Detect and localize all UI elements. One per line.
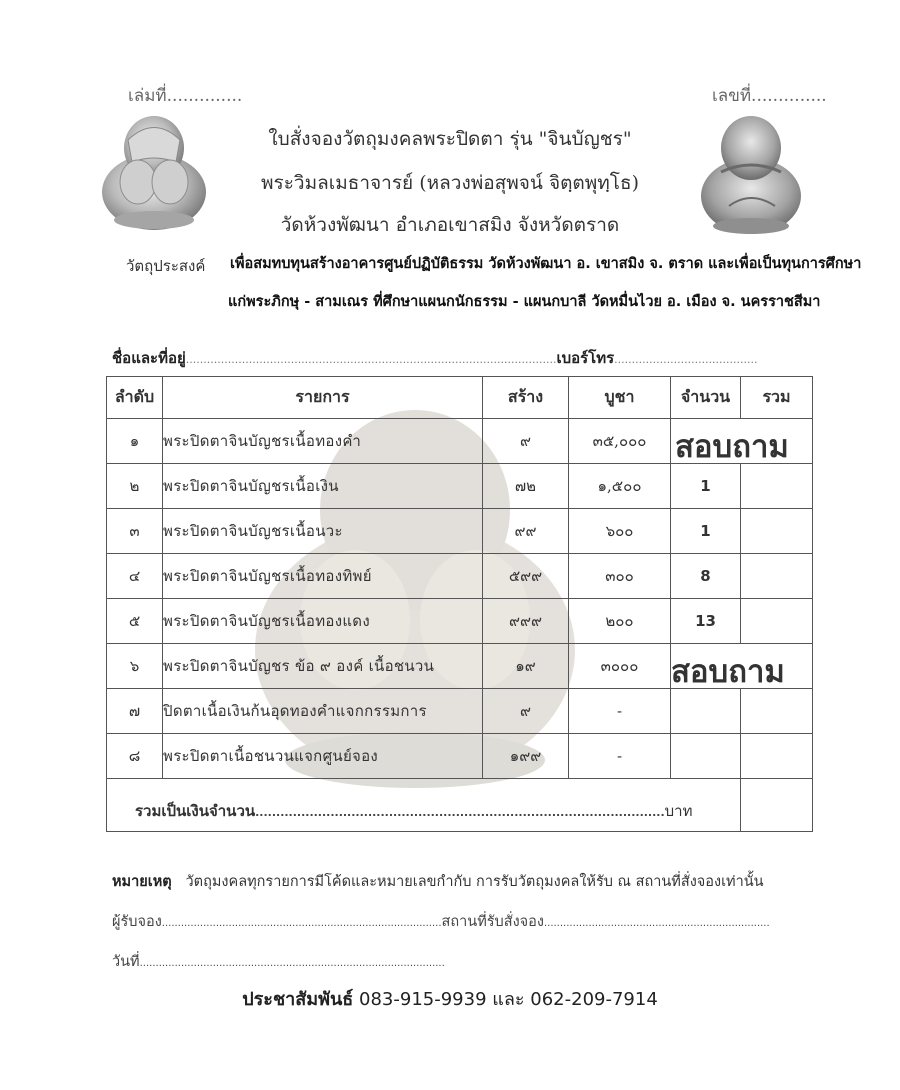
row-no: ๕ — [107, 599, 163, 644]
row-total[interactable] — [741, 509, 813, 554]
table-row — [107, 554, 813, 599]
row-made: ๙ — [483, 419, 569, 464]
row-price: ๒๐๐ — [569, 599, 671, 644]
order-table — [106, 376, 813, 832]
header-made: สร้าง — [483, 377, 569, 419]
title-line-3: วัดห้วงพัฒนา อำเภอเขาสมิง จังหวัดตราด — [280, 214, 620, 236]
row-qty: สอบถาม — [675, 429, 789, 465]
row-qty[interactable]: 8 — [671, 554, 741, 599]
receiver-label: ผู้รับจอง — [112, 914, 162, 930]
sum-row — [107, 779, 813, 832]
header-price: บูชา — [569, 377, 671, 419]
row-made: ๙ — [483, 689, 569, 734]
remark-row — [112, 870, 764, 893]
row-total[interactable] — [741, 599, 813, 644]
row-item: พระปิดตาจินบัญชรเนื้อเงิน — [163, 464, 483, 509]
contact-label: ประชาสัมพันธ์ — [242, 989, 354, 1010]
phone-label: เบอร์โทร — [556, 349, 615, 367]
row-price: ๓๐๐๐ — [569, 644, 671, 689]
row-made: ๗๒ — [483, 464, 569, 509]
row-qty[interactable]: 1 — [671, 464, 741, 509]
row-item: พระปิดตาจินบัญชรเนื้อทองทิพย์ — [163, 554, 483, 599]
name-address-label: ชื่อและที่อยู่ — [112, 349, 186, 367]
date-label: วันที่ — [112, 954, 140, 970]
header-item: รายการ — [163, 377, 483, 419]
row-price: ๓๕,๐๐๐ — [569, 419, 671, 464]
remark-text: วัตถุมงคลทุกรายการมีโค้ดและหมายเลขกำกับ การรับวัตถุมงคลให้รับ ณ สถานที่สั่งจองเท่านั้น — [185, 874, 764, 890]
row-made: ๑๙๙ — [483, 734, 569, 779]
place-label: สถานที่รับสั่งจอง — [441, 914, 544, 930]
sum-label: รวมเป็นเงินจำนวน — [135, 802, 256, 820]
table-row — [107, 599, 813, 644]
title-line-2: พระวิมลเมธาจารย์ (หลวงพ่อสุพจน์ จิตฺตพุทฺโธ) — [260, 172, 640, 194]
row-qty-cell[interactable] — [671, 644, 785, 690]
remark-label: หมายเหตุ — [112, 874, 172, 890]
header-no: ลำดับ — [107, 377, 163, 419]
row-price: - — [569, 734, 671, 779]
row-item: พระปิดตาจินบัญชรเนื้อทองแดง — [163, 599, 483, 644]
row-made: ๙๙ — [483, 509, 569, 554]
table-row — [107, 644, 813, 689]
row-item: ปิดตาเนื้อเงินก้นอุดทองคำแจกกรรมการ — [163, 689, 483, 734]
row-no: ๔ — [107, 554, 163, 599]
row-item: พระปิดตาจินบัญชร ข้อ ๙ องค์ เนื้อชนวน — [163, 644, 483, 689]
row-price: ๓๐๐ — [569, 554, 671, 599]
row-qty[interactable]: 13 — [671, 599, 741, 644]
row-no: ๗ — [107, 689, 163, 734]
purpose-label: วัตถุประสงค์ — [126, 257, 206, 275]
row-no: ๓ — [107, 509, 163, 554]
title-line-1: ใบสั่งจองวัตถุมงคลพระปิดตา รุ่น "จินบัญชร" — [268, 128, 632, 150]
row-no: ๒ — [107, 464, 163, 509]
contact-row: ชื่อและที่อยู่..........................................................................................................เบอร์โทร......................................... — [112, 349, 758, 367]
contact-phones: 083-915-9939 และ 062-209-7914 — [359, 989, 658, 1010]
document-number-field: เลขที่.............. — [712, 86, 827, 106]
row-item: พระปิดตาจินบัญชรเนื้อทองคำ — [163, 419, 483, 464]
table-row — [107, 419, 813, 464]
table-row — [107, 689, 813, 734]
header-qty: จำนวน — [671, 377, 741, 419]
row-qty[interactable] — [671, 734, 741, 779]
row-total[interactable] — [741, 554, 813, 599]
sum-cell[interactable]: รวมเป็นเงินจำนวน..................................................................................................บาท — [107, 779, 741, 832]
book-number-field: เล่มที่.............. — [128, 86, 243, 106]
row-item: พระปิดตาเนื้อชนวนแจกศูนย์จอง — [163, 734, 483, 779]
row-item: พระปิดตาจินบัญชรเนื้อนวะ — [163, 509, 483, 554]
row-qty[interactable]: 1 — [671, 509, 741, 554]
row-price: ๖๐๐ — [569, 509, 671, 554]
table-row — [107, 509, 813, 554]
row-made: ๑๙ — [483, 644, 569, 689]
receiver-row: ผู้รับจอง........................................................................................สถานที่รับสั่งจอง....................................................................... — [112, 914, 770, 930]
row-made: ๙๙๙ — [483, 599, 569, 644]
purpose-line-1: เพื่อสมทบทุนสร้างอาคารศูนย์ปฏิบัติธรรม วัดห้วงพัฒนา อ. เขาสมิง จ. ตราด และเพื่อเป็นทุนการศึกษา — [230, 256, 862, 272]
sum-unit: บาท — [664, 802, 693, 820]
table-row — [107, 734, 813, 779]
sum-total-cell[interactable] — [741, 779, 813, 832]
footer-contact — [0, 984, 900, 1013]
row-no: ๑ — [107, 419, 163, 464]
row-price: - — [569, 689, 671, 734]
row-no: ๖ — [107, 644, 163, 689]
row-price: ๑,๕๐๐ — [569, 464, 671, 509]
table-header-row — [107, 377, 813, 419]
row-qty-cell[interactable] — [671, 419, 789, 465]
table-row — [107, 464, 813, 509]
row-made: ๕๙๙ — [483, 554, 569, 599]
header-total: รวม — [741, 377, 813, 419]
row-no: ๘ — [107, 734, 163, 779]
row-total[interactable] — [741, 734, 813, 779]
row-qty: สอบถาม — [671, 654, 785, 690]
row-qty[interactable] — [671, 689, 741, 734]
date-row: วันที่................................................................................................ — [112, 954, 445, 970]
purpose-line-2: แก่พระภิกษุ - สามเณร ที่ศึกษาแผนกนักธรรม - แผนกบาลี วัดหมื่นไวย อ. เมือง จ. นครราชสีมา — [228, 294, 821, 310]
